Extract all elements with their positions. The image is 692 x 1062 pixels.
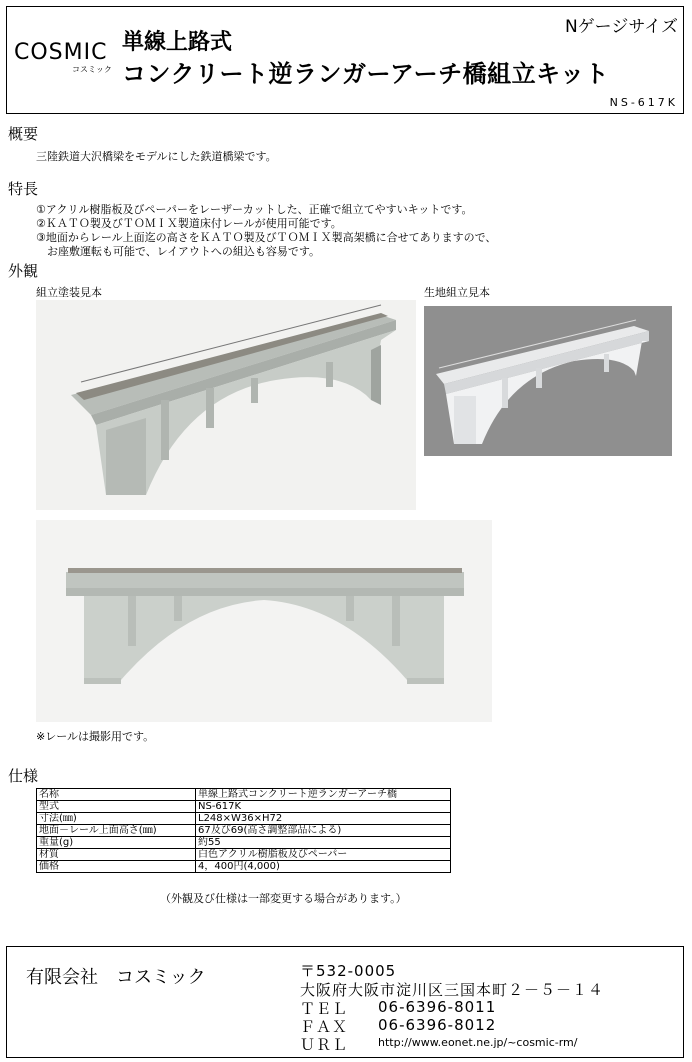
logo-sub-text: コスミック (72, 65, 112, 74)
spec-value: 白色アクリル樹脂板及びペーパー (196, 849, 451, 861)
appearance-heading: 外観 (8, 262, 39, 280)
tel-number: 06-6396-8011 (378, 998, 497, 1016)
fax-number: 06-6396-8012 (378, 1016, 497, 1034)
cosmic-logo (14, 40, 114, 80)
table-row (37, 861, 451, 873)
photo-caption-raw: 生地組立見本 (424, 286, 490, 299)
table-row (37, 825, 451, 837)
table-row (37, 789, 451, 801)
postal-code: 〒532-0005 (300, 962, 397, 980)
spec-label: 名称 (37, 789, 196, 801)
model-code: NS-617K (609, 96, 678, 109)
url-link[interactable]: http://www.eonet.ne.jp/~cosmic-rm/ (378, 1036, 578, 1049)
url-label: ＵＲＬ (300, 1036, 349, 1054)
spec-label: 型式 (37, 801, 196, 813)
spec-label: 材質 (37, 849, 196, 861)
spec-label: 地面－レール上面高さ(㎜) (37, 825, 196, 837)
spec-value: L248×W36×H72 (196, 813, 451, 825)
logo-main-text: COSMIC (14, 40, 108, 65)
overview-text: 三陸鉄道大沢橋梁をモデルにした鉄道橋梁です。 (36, 150, 277, 163)
scale-label: Nゲージサイズ (564, 17, 678, 37)
spec-table (36, 788, 451, 873)
spec-label: 価格 (37, 861, 196, 873)
table-row (37, 801, 451, 813)
rail-note: ※レールは撮影用です。 (36, 730, 155, 743)
spec-value: 67及び69(高さ調整部品による) (196, 825, 451, 837)
photo-caption-painted: 組立塗装見本 (36, 286, 102, 299)
feature-item: ②ＫＡＴＯ製及びＴＯＭＩＸ製道床付レールが使用可能です。 (36, 217, 342, 230)
product-title-line2: コンクリート逆ランガーアーチ橋組立キット (122, 60, 610, 88)
spec-value: 4，400円(4,000) (196, 861, 451, 873)
photo-raw-sample (424, 306, 672, 456)
table-row (37, 837, 451, 849)
spec-value: 約55 (196, 837, 451, 849)
table-row (37, 813, 451, 825)
spec-label: 寸法(㎜) (37, 813, 196, 825)
product-title-line1: 単線上路式 (122, 30, 233, 55)
spec-value: 単線上路式コンクリート逆ランガーアーチ橋 (196, 789, 451, 801)
table-row (37, 849, 451, 861)
address: 大阪府大阪市淀川区三国本町２－５－１４ (300, 981, 605, 999)
spec-label: 重量(g) (37, 837, 196, 849)
fax-label: ＦＡＸ (300, 1018, 349, 1036)
tel-label: ＴＥＬ (300, 1000, 349, 1018)
photo-painted-sample (36, 300, 416, 510)
feature-item: ③地面からレール上面迄の高さをＫＡＴＯ製及びＴＯＭＩＸ製高架橋に合せてありますので、 (36, 231, 497, 244)
photo-side-view (36, 520, 492, 722)
company-name: 有限会社 コスミック (26, 967, 206, 988)
feature-item: ①アクリル樹脂板及びペーパーをレーザーカットした、正確で組立てやすいキットです。 (36, 203, 473, 216)
features-heading: 特長 (8, 180, 39, 198)
overview-heading: 概要 (8, 125, 39, 143)
feature-item: お座敷運転も可能で、レイアウトへの組込も容易です。 (36, 245, 321, 258)
spec-notice: （外観及び仕様は一部変更する場合があります。） (160, 892, 407, 905)
specs-heading: 仕様 (8, 767, 39, 785)
spec-value: NS-617K (196, 801, 451, 813)
